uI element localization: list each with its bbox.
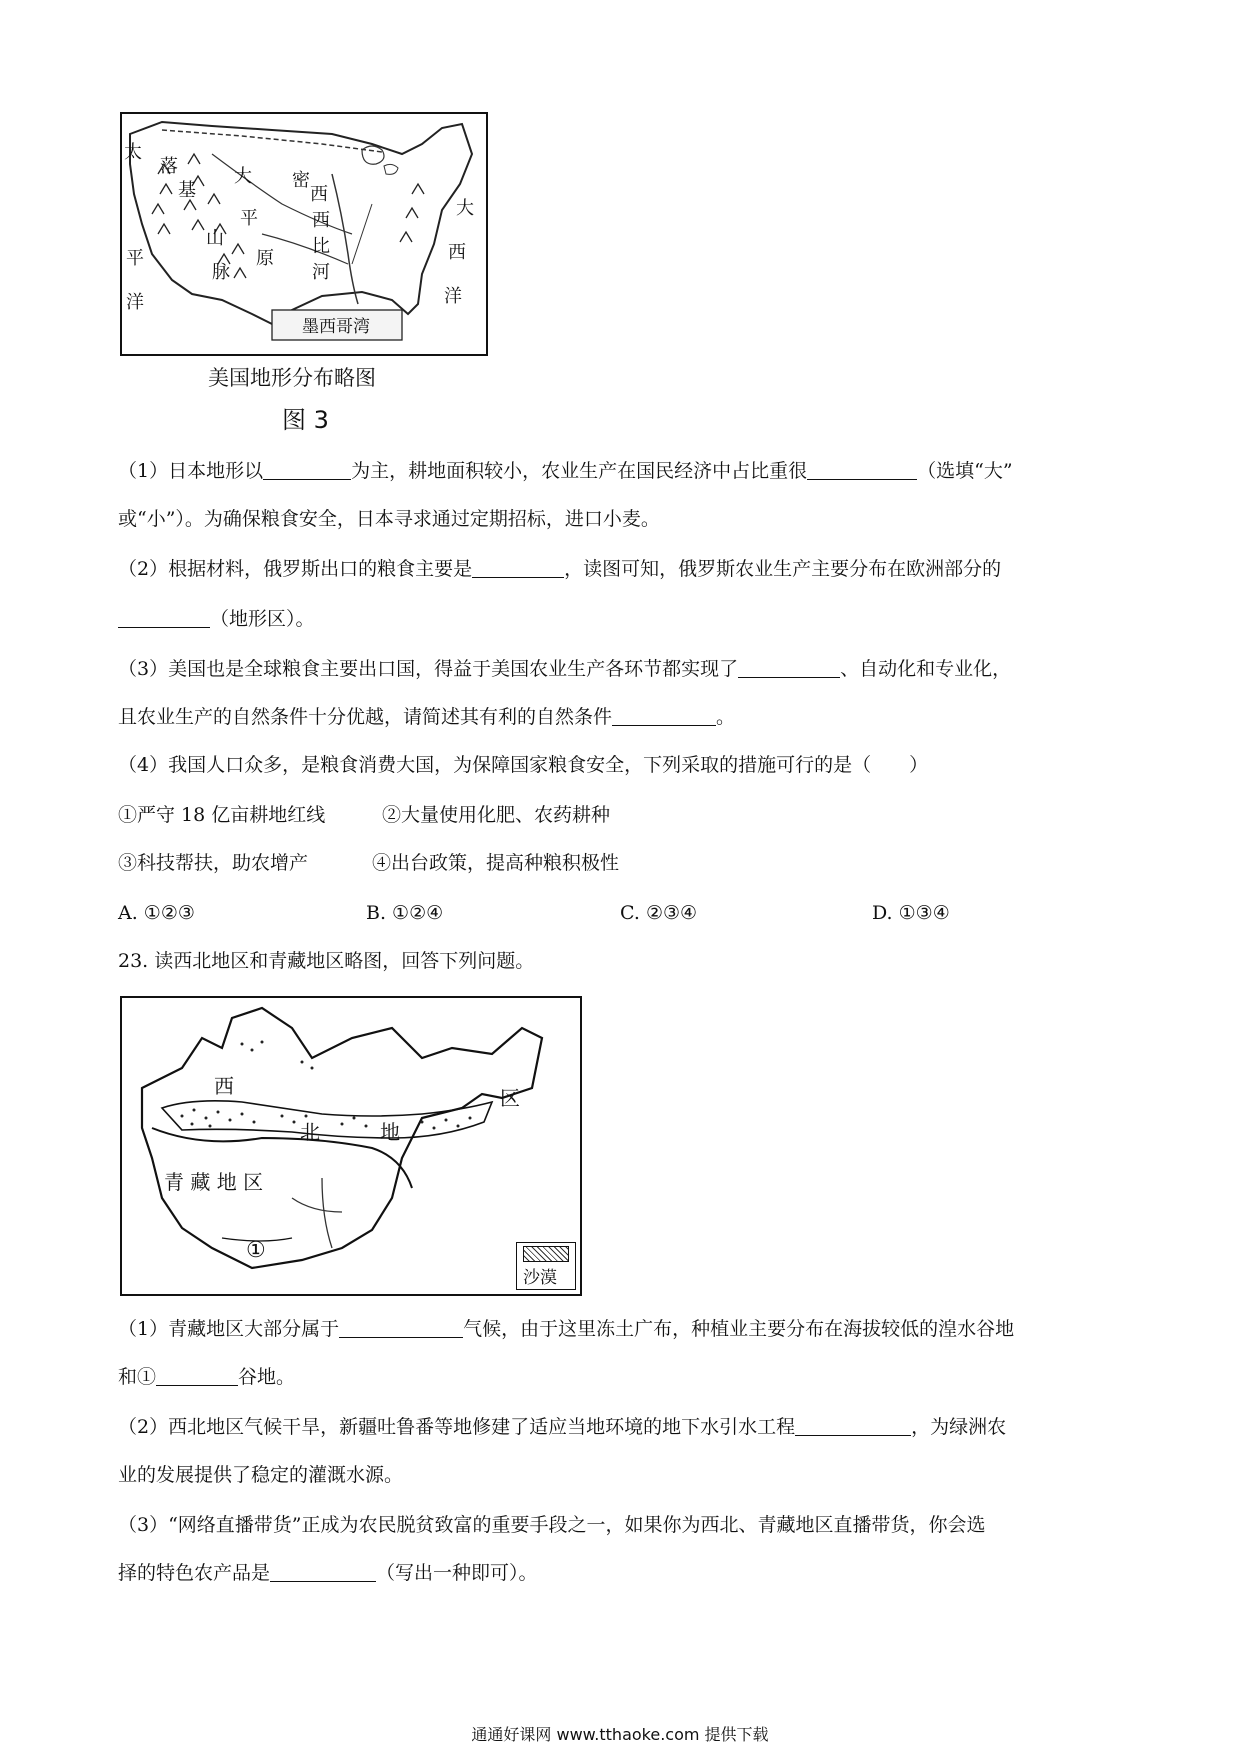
q22-part3-blank1[interactable]	[738, 657, 840, 678]
q22-part2-blank1[interactable]	[472, 557, 564, 578]
q22-part4-stem: （4）我国人口众多，是粮食消费大国，为保障国家粮食安全，下列采取的措施可行的是（ ）	[118, 754, 929, 776]
map-label-plains-1: 大	[234, 166, 252, 187]
q22-part2-line1: （2）根据材料，俄罗斯出口的粮食主要是 ，读图可知，俄罗斯农业生产主要分布在欧洲部分的	[118, 558, 1002, 580]
page-footer: 通通好课网 www.tthaoke.com 提供下载	[471, 1725, 769, 1744]
map-label-di: 地	[380, 1120, 400, 1144]
map-label-miss-5: 河	[312, 262, 330, 283]
q23-part3-line1: （3）“网络直播带货”正成为农民脱贫致富的重要手段之一，如果你为西北、青藏地区直播带货，你会选	[118, 1514, 986, 1536]
q23-title: 23. 读西北地区和青藏地区略图，回答下列问题。	[118, 950, 535, 972]
us-terrain-map	[120, 112, 488, 356]
map-label-pacific-3: 洋	[126, 292, 144, 313]
map-label-gulf: 墨西哥湾	[302, 317, 370, 337]
q23-part3-line2: 择的特色农产品是 （写出一种即可）。	[118, 1562, 538, 1584]
desert-dots	[122, 998, 580, 1294]
map-label-miss-2: 西	[310, 184, 328, 205]
q22-part1-line1: （1）日本地形以 为主，耕地面积较小，农业生产在国民经济中占比重很 （选填“大”	[118, 460, 1013, 482]
q23-part1-blank2[interactable]	[156, 1365, 238, 1386]
q22-option-a[interactable]: A. ①②③	[118, 902, 195, 924]
q22-part3-blank2[interactable]	[612, 705, 716, 726]
map-label-qingzang: 青 藏 地 区	[164, 1170, 264, 1194]
q22-option-b[interactable]: B. ①②④	[366, 902, 444, 924]
q23-part2-blank1[interactable]	[795, 1415, 911, 1436]
q22-item4: ④出台政策，提高种粮积极性	[372, 852, 620, 874]
q22-part1-blank1[interactable]	[263, 459, 351, 480]
desert-legend	[516, 1242, 576, 1290]
q22-part2-line2: （地形区）。	[118, 606, 315, 632]
q22-option-d[interactable]: D. ①③④	[872, 902, 950, 924]
desert-legend-swatch	[523, 1246, 569, 1262]
q22-part3-line1: （3）美国也是全球粮食主要出口国，得益于美国农业生产各环节都实现了 、自动化和专业化，	[118, 658, 1012, 680]
q23-part3-blank1[interactable]	[270, 1561, 376, 1582]
figure3-caption: 美国地形分布略图	[208, 366, 376, 390]
q23-part1-line1: （1）青藏地区大部分属于 气候，由于这里冻土广布，种植业主要分布在海拔较低的湟水谷地	[118, 1318, 1015, 1340]
desert-legend-label: 沙漠	[523, 1268, 557, 1288]
q22-item1: ①严守 18 亿亩耕地红线	[118, 804, 326, 826]
q22-item2: ②大量使用化肥、农药耕种	[382, 804, 611, 826]
map-label-miss-1: 密	[292, 170, 310, 191]
map-label-atlantic-2: 西	[448, 242, 466, 263]
figure3-label: 图 3	[282, 406, 329, 434]
q23-part1-blank1[interactable]	[339, 1317, 463, 1338]
map-label-pacific-1: 太	[124, 142, 142, 163]
map-label-atlantic-1: 大	[456, 198, 474, 219]
q23-part2-line1: （2）西北地区气候干旱，新疆吐鲁番等地修建了适应当地环境的地下水引水工程 ，为绿洲农	[118, 1416, 1007, 1438]
northwest-qinghai-tibet-map	[120, 996, 582, 1296]
q22-part1-line2: 或“小”）。为确保粮食安全，日本寻求通过定期招标，进口小麦。	[118, 508, 660, 530]
q22-part3-line2: 且农业生产的自然条件十分优越，请简述其有利的自然条件 。	[118, 706, 736, 728]
map-label-plains-3: 原	[256, 248, 274, 269]
q23-part1-line2: 和① 谷地。	[118, 1366, 296, 1388]
map-label-pacific-2: 平	[126, 248, 144, 269]
q22-part1-blank2[interactable]	[807, 459, 917, 480]
map-label-marker-1: ①	[246, 1238, 266, 1263]
map-label-miss-3: 西	[312, 210, 330, 231]
map-label-plains-2: 平	[240, 208, 258, 229]
map-label-qu: 区	[500, 1086, 520, 1110]
map-label-bei: 北	[300, 1120, 320, 1144]
q22-item3: ③科技帮扶，助农增产	[118, 852, 309, 874]
map-label-rocky-4: 脉	[212, 262, 230, 283]
q23-part2-line2: 业的发展提供了稳定的灌溉水源。	[118, 1464, 404, 1486]
q22-part2-blank2[interactable]	[118, 607, 210, 628]
map-label-miss-4: 比	[312, 236, 330, 257]
map-label-rocky-1: 落	[160, 156, 178, 177]
map-label-atlantic-3: 洋	[444, 286, 462, 307]
map-label-rocky-2: 基	[178, 180, 196, 201]
q22-option-c[interactable]: C. ②③④	[620, 902, 698, 924]
map-label-xi: 西	[214, 1074, 234, 1098]
map-label-rocky-3: 山	[206, 228, 224, 249]
